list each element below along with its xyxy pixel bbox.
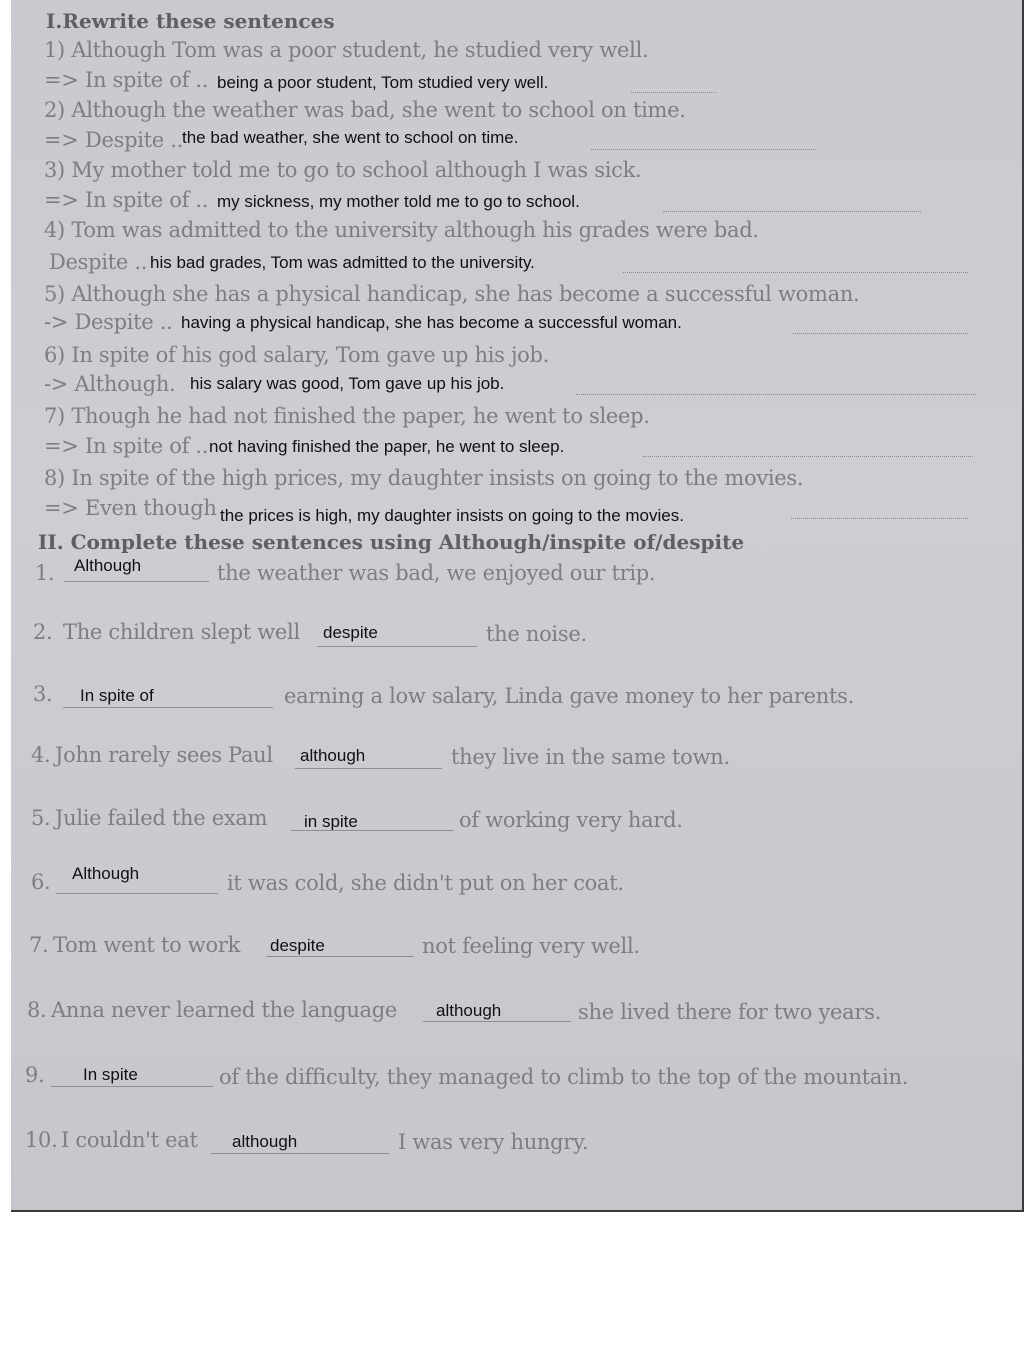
s1-q3: 3) My mother told me to go to school although I was sick. xyxy=(44,158,642,182)
s2-after7: not feeling very well. xyxy=(422,934,640,958)
s2-num6: 6. xyxy=(31,870,51,894)
s1-q7: 7) Though he had not finished the paper, he went to sleep. xyxy=(44,404,650,428)
s1-answer3: my sickness, my mother told me to go to school. xyxy=(217,192,580,211)
s2-answer7: despite xyxy=(270,936,325,955)
s2-num3: 3. xyxy=(33,682,53,706)
s1-q8: 8) In spite of the high prices, my daughter insists on going to the movies. xyxy=(44,466,804,490)
s1-prompt2: => Despite .. xyxy=(44,128,184,152)
answer-line xyxy=(643,456,973,457)
s1-answer7: not having finished the paper, he went to sleep. xyxy=(209,437,565,456)
s1-prompt7: => In spite of .. xyxy=(44,434,209,458)
blank-line xyxy=(51,1086,213,1087)
s1-prompt8: => Even though xyxy=(44,496,217,520)
answer-line xyxy=(793,333,968,334)
s2-before5: Julie failed the exam xyxy=(55,806,268,830)
s2-after9: of the difficulty, they managed to climb to the top of the mountain. xyxy=(219,1065,909,1089)
answer-line xyxy=(663,211,921,212)
s1-q2: 2) Although the weather was bad, she went to school on time. xyxy=(44,98,686,122)
s2-answer3: In spite of xyxy=(80,686,154,705)
s1-prompt5: -> Despite .. xyxy=(44,310,173,334)
s1-q6: 6) In spite of his god salary, Tom gave up his job. xyxy=(44,343,550,367)
s2-answer1: Although xyxy=(74,556,142,575)
answer-line xyxy=(791,518,968,519)
s2-num9: 9. xyxy=(25,1063,45,1087)
s2-num10: 10. xyxy=(25,1128,58,1152)
s2-num1: 1. xyxy=(35,561,55,585)
s2-num2: 2. xyxy=(33,620,53,644)
answer-line xyxy=(591,149,816,150)
s1-prompt3: => In spite of .. xyxy=(44,188,209,212)
s2-after2: the noise. xyxy=(486,622,587,646)
s2-before4: John rarely sees Paul xyxy=(55,743,273,767)
blank-line xyxy=(63,707,273,708)
worksheet-photo xyxy=(11,0,1024,1212)
s2-answer2: despite xyxy=(323,623,378,642)
s2-num5: 5. xyxy=(31,806,51,830)
s1-answer8: the prices is high, my daughter insists on going to the movies. xyxy=(220,506,684,525)
answer-line xyxy=(631,92,716,93)
s2-after8: she lived there for two years. xyxy=(578,1000,881,1024)
s1-prompt4: Despite .. xyxy=(49,250,148,274)
s2-after5: of working very hard. xyxy=(459,808,683,832)
s2-after10: I was very hungry. xyxy=(398,1130,589,1154)
s2-answer10: although xyxy=(232,1132,298,1151)
s2-answer9: In spite xyxy=(83,1065,138,1084)
s2-answer8: although xyxy=(436,1001,502,1020)
s2-answer5: in spite xyxy=(304,812,358,831)
blank-line xyxy=(64,581,209,582)
s2-before8: Anna never learned the language xyxy=(51,998,398,1022)
s2-num7: 7. xyxy=(29,933,49,957)
s2-after4: they live in the same town. xyxy=(451,745,730,769)
s2-before2: The children slept well xyxy=(63,620,300,644)
answer-line xyxy=(623,272,968,273)
blank-line xyxy=(423,1021,571,1022)
s1-answer1: being a poor student, Tom studied very well. xyxy=(217,73,549,92)
s1-q1: 1) Although Tom was a poor student, he studied very well. xyxy=(44,38,649,62)
section1-heading: I.Rewrite these sentences xyxy=(46,9,335,33)
blank-line xyxy=(291,830,454,831)
s1-prompt6: -> Although. xyxy=(44,372,176,396)
answer-line xyxy=(576,394,976,395)
s2-after3: earning a low salary, Linda gave money to her parents. xyxy=(284,684,854,708)
blank-line xyxy=(295,768,442,769)
s2-num8: 8. xyxy=(27,998,47,1022)
s2-num4: 4. xyxy=(31,743,51,767)
s1-answer4: his bad grades, Tom was admitted to the university. xyxy=(150,253,535,272)
s2-after6: it was cold, she didn't put on her coat. xyxy=(227,871,624,895)
s1-answer5: having a physical handicap, she has become a successful woman. xyxy=(181,313,682,332)
s1-q4: 4) Tom was admitted to the university although his grades were bad. xyxy=(44,218,759,242)
section2-heading: II. Complete these sentences using Although/inspite of/despite xyxy=(38,530,745,554)
blank-line xyxy=(56,893,218,894)
s2-before10: I couldn't eat xyxy=(61,1128,198,1152)
blank-line xyxy=(266,956,414,957)
blank-line xyxy=(317,646,477,647)
s1-prompt1: => In spite of .. xyxy=(44,68,209,92)
s2-after1: the weather was bad, we enjoyed our trip. xyxy=(217,561,656,585)
s2-answer6: Although xyxy=(72,864,140,883)
s1-q5: 5) Although she has a physical handicap, she has become a successful woman. xyxy=(44,282,860,306)
s2-before7: Tom went to work xyxy=(53,933,240,957)
s1-answer6: his salary was good, Tom gave up his job. xyxy=(190,374,505,393)
s1-answer2: the bad weather, she went to school on time. xyxy=(182,128,519,147)
blank-line xyxy=(211,1153,389,1154)
s2-answer4: although xyxy=(300,746,366,765)
